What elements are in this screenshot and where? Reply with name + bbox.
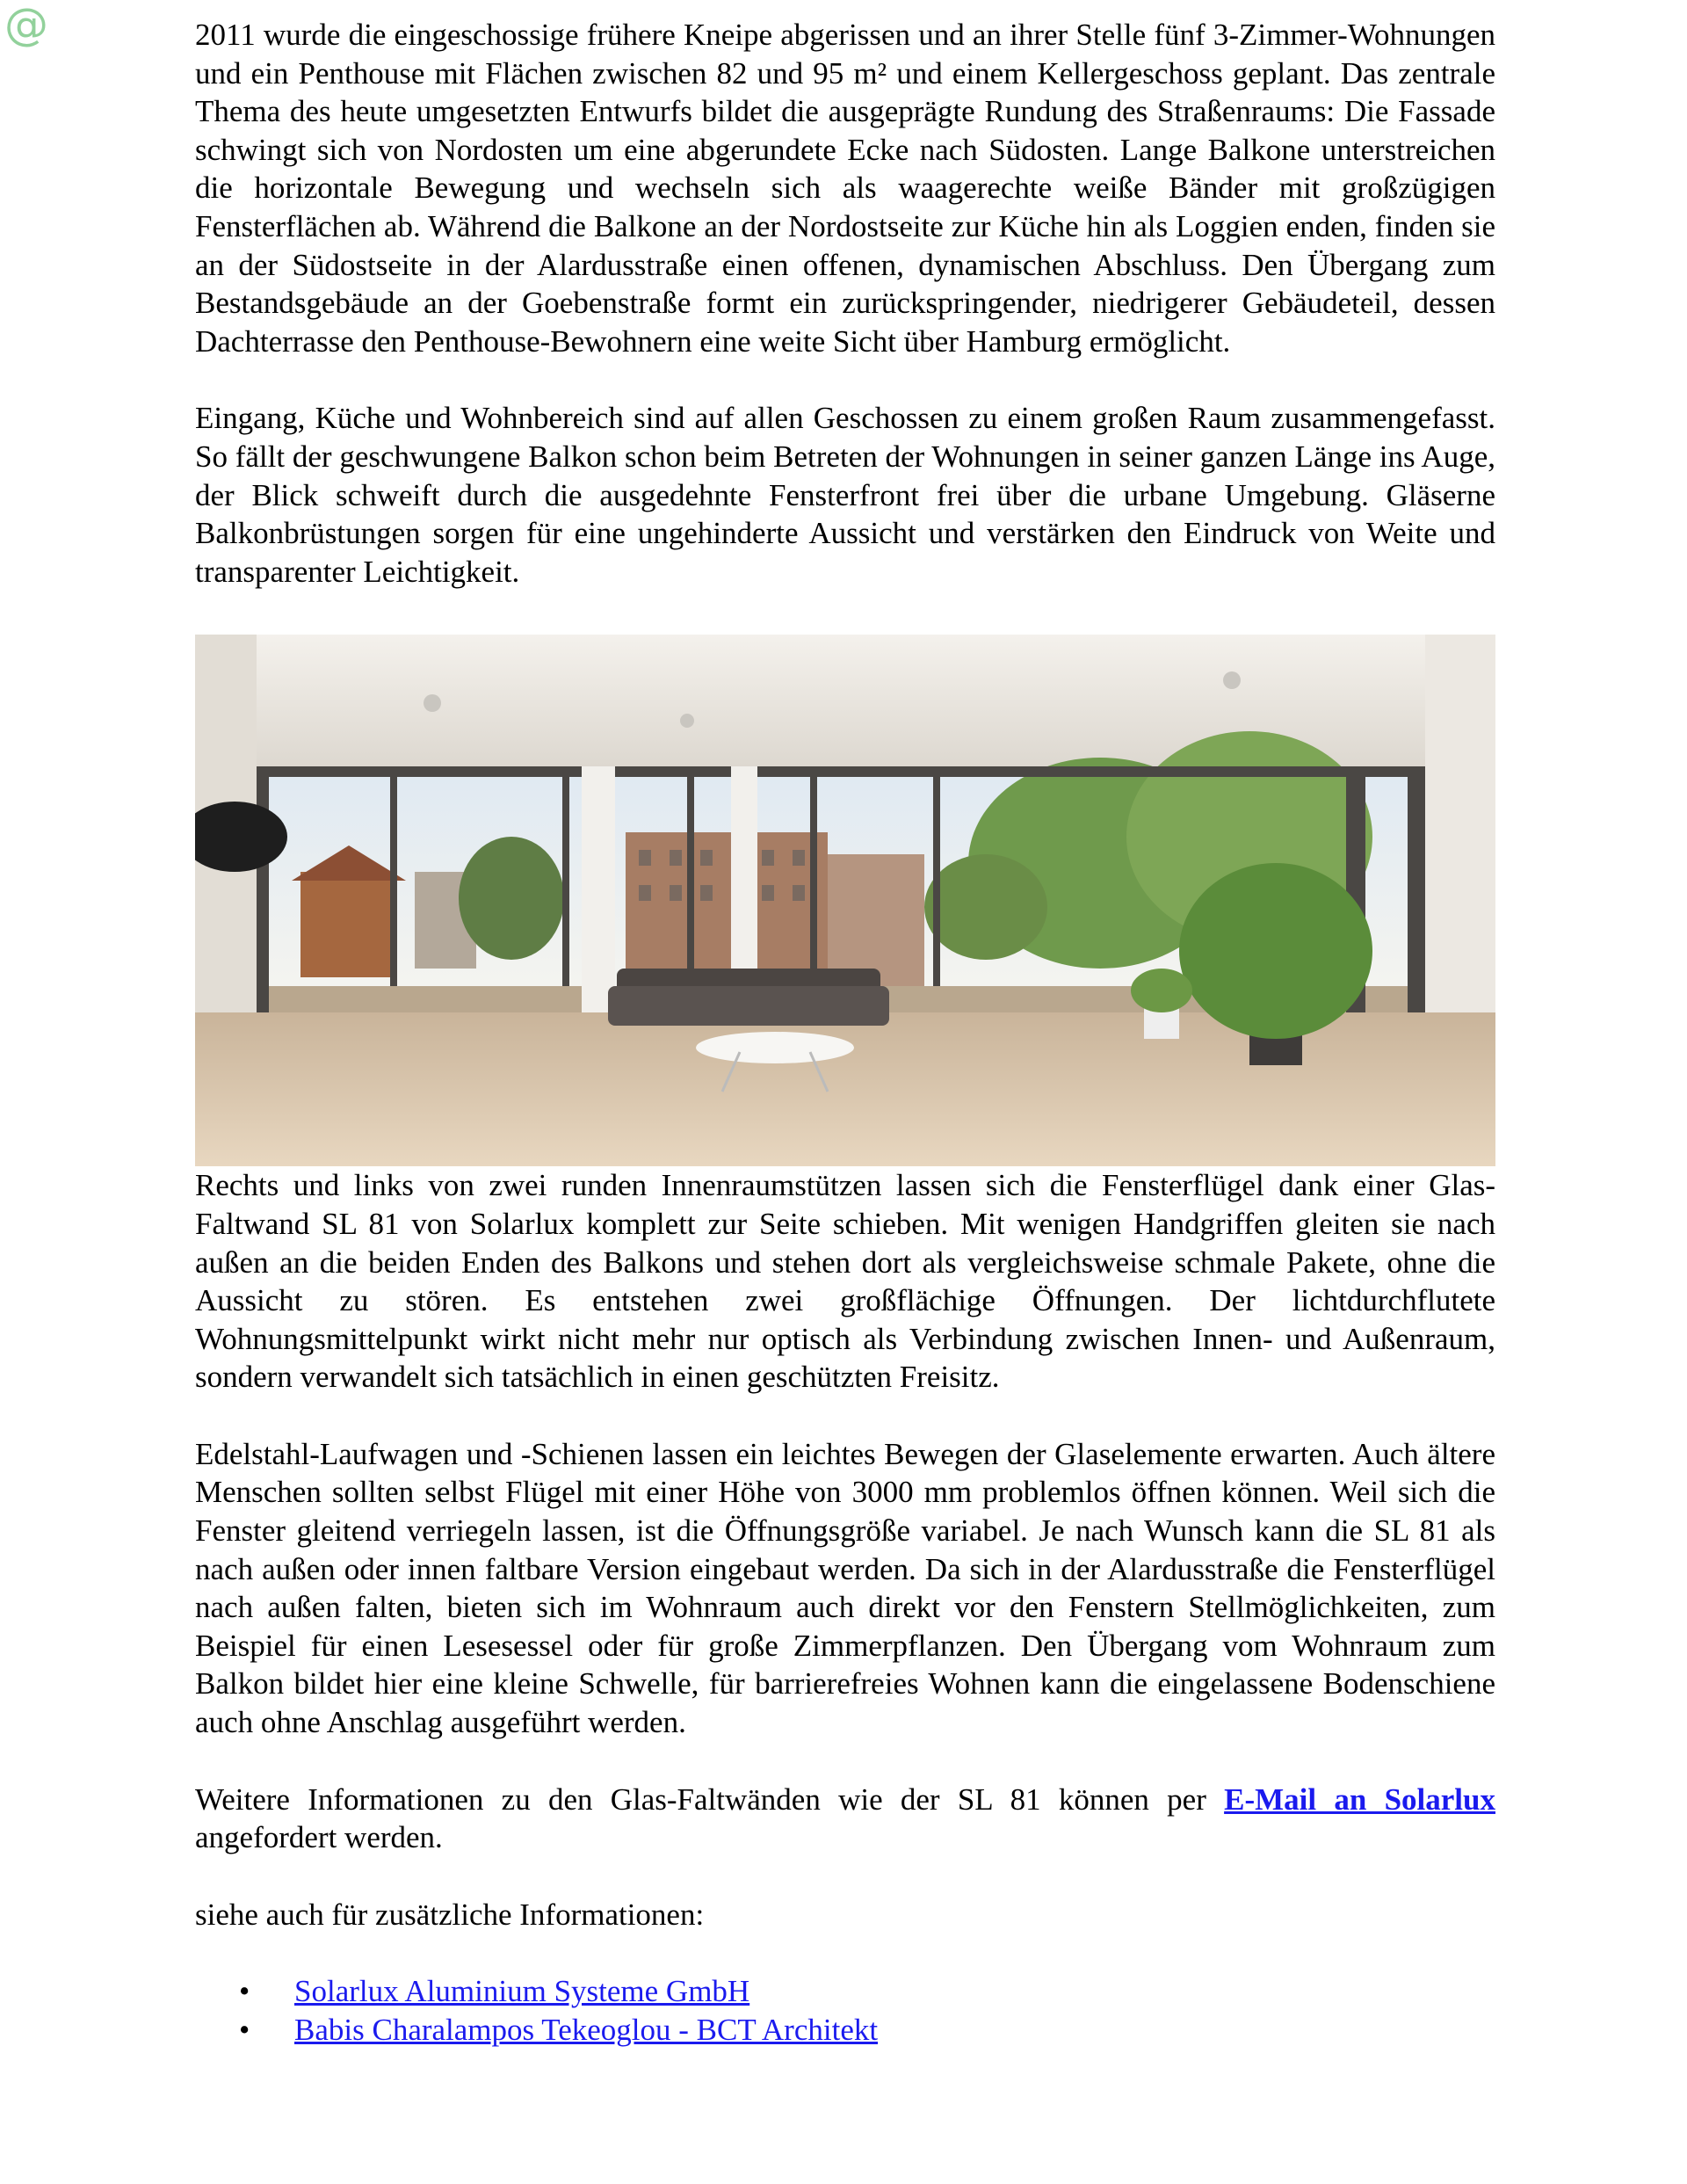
- bullet-icon: •: [239, 1974, 250, 2009]
- paragraph-folding-wall: Rechts und links von zwei runden Innenraumstützen lassen sich die Fensterflügel dank einer Glas-Faltwand SL 81 von Solarlux komplett zur Seite schieben. Mit wenigen Handgriffen gleiten sie nach außen an die beiden Enden des Balkons und stehen dort als vergleichsweise schmale Pakete, ohne die Aussicht zu stören. Es entstehen zwei großflächige Öffnungen. Der lichtdurchflutete Wohnungsmittelpunkt wirkt nicht mehr nur optisch als Verbindung zwischen Innen- und Außenraum, sondern verwandelt sich tatsächlich in einen geschützten Freisitz.: [195, 1168, 1495, 1395]
- paragraph-see-also: siehe auch für zusätzliche Informationen:: [195, 1897, 705, 1932]
- paragraph-contact: [195, 1781, 1495, 1857]
- list-item: [195, 2011, 1495, 2050]
- living-room-photo: [195, 635, 1495, 1166]
- paragraph-hardware: Edelstahl-Laufwagen und -Schienen lassen ein leichtes Bewegen der Glaselemente erwarten. Auch ältere Menschen sollten selbst Flügel mit einer Höhe von 3000 mm problemlos öffnen können. Weil sich die Fenster gleitend verriegeln lassen, ist die Öffnungsgröße variabel. Je nach Wunsch kann die SL 81 als nach außen oder innen faltbare Version eingebaut werden. Da sich in der Alardusstraße die Fensterflügel nach außen falten, bieten sich im Wohnraum auch direkt vor den Fenstern Stellmöglichkeiten, zum Beispiel für einen Lesesessel oder für große Zimmerpflanzen. Den Übergang vom Wohnraum zum Balkon bildet hier eine kleine Schwelle, für barrierefreies Wohnen kann die eingelassene Bodenschiene auch ohne Anschlag ausgeführt werden.: [195, 1436, 1495, 1740]
- email-solarlux-link[interactable]: E-Mail an Solarlux: [1224, 1781, 1495, 1817]
- article-content: [195, 16, 1495, 2050]
- link-solarlux[interactable]: Solarlux Aluminium Systeme GmbH: [294, 1974, 750, 2009]
- list-item: [195, 1972, 1495, 2011]
- related-links-list: [195, 1972, 1495, 2049]
- link-bct-architekt[interactable]: Babis Charalampos Tekeoglou - BCT Architekt: [294, 2013, 879, 2047]
- at-logo: @: [4, 0, 48, 50]
- contact-text-after: angefordert werden.: [195, 1820, 443, 1855]
- contact-text-before: Weitere Informationen zu den Glas-Faltwänden wie der SL 81 können per: [195, 1781, 1225, 1817]
- paragraph-intro: 2011 wurde die eingeschossige frühere Kneipe abgerissen und an ihrer Stelle fünf 3-Zimmer-Wohnungen und ein Penthouse mit Flächen zwischen 82 und 95 m² und einem Kellergeschoss geplant. Das zentrale Thema des heute umgesetzten Entwurfs bildet die ausgeprägte Rundung des Straßenraums: Die Fassade schwingt sich von Nordosten um eine abgerundete Ecke nach Südosten. Lange Balkone unterstreichen die horizontale Bewegung und wechseln sich als waagerechte weiße Bänder mit großzügigen Fensterflächen ab. Während die Balkone an der Nordostseite zur Küche hin als Loggien enden, finden sie an der Südostseite in der Alardusstraße einen offenen, dynamischen Abschluss. Den Übergang zum Bestandsgebäude an der Goebenstraße formt ein zurückspringender, niedrigerer Gebäudeteil, dessen Dachterrasse den Penthouse-Bewohnern eine weite Sicht über Hamburg ermöglicht.: [195, 18, 1495, 359]
- bullet-icon: •: [239, 2013, 250, 2047]
- paragraph-layout: Eingang, Küche und Wohnbereich sind auf allen Geschossen zu einem großen Raum zusammengefasst. So fällt der geschwungene Balkon schon beim Betreten der Wohnungen in seiner ganzen Länge ins Auge, der Blick schweift durch die ausgedehnte Fensterfront frei über die urbane Umgebung. Gläserne Balkonbrüstungen sorgen für eine ungehinderte Aussicht und verstärken den Eindruck von Weite und transparenter Leichtigkeit.: [195, 401, 1495, 589]
